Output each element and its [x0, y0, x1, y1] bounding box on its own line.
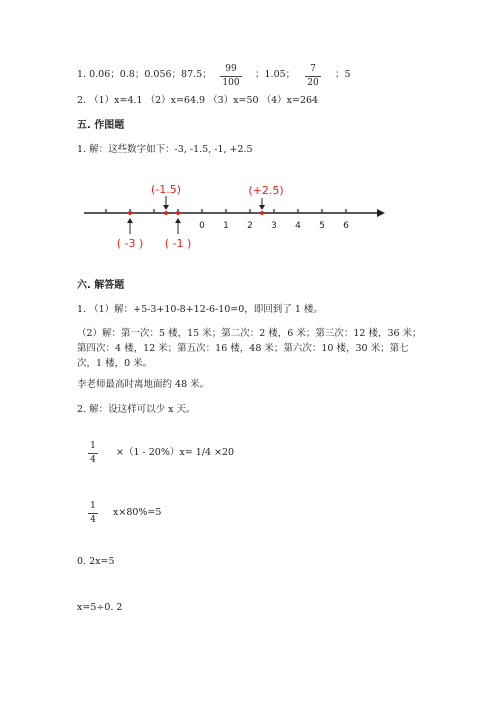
equation-1-text: ×（1 - 20%）x= 1/4 ×20 [116, 447, 235, 458]
equation-2-text: x×80%=5 [113, 507, 162, 518]
tick-label-3: 3 [271, 221, 277, 231]
number-line-arrow [377, 209, 385, 217]
label-neg3: ( -3 ) [116, 237, 144, 250]
fraction-99-100 [220, 65, 242, 88]
label-neg1-5: (-1.5) [150, 183, 182, 196]
arrow-pos2-5 [259, 198, 265, 210]
fraction-denominator: 100 [222, 78, 240, 88]
section-6-title: 六. 解答题 [77, 280, 125, 291]
fraction-denominator: 4 [90, 515, 96, 525]
answer-1-part1: 1. 0.06；0.8；0.056；87.5； [77, 69, 212, 80]
section-6-line-3: 李老师最高时离地面约 48 米。 [77, 379, 210, 390]
fraction-denominator: 20 [307, 78, 319, 88]
answer-1-part3: ；5 [335, 69, 351, 80]
label-pos2-5: (+2.5) [248, 184, 284, 197]
fraction-numerator: 99 [220, 65, 242, 77]
equation-2-fraction [88, 502, 98, 525]
fraction-7-20 [305, 65, 321, 88]
tick-label-0: 0 [199, 221, 205, 231]
fraction-numerator: 1 [88, 502, 98, 514]
section-6-line-4: 2. 解：设这样可以少 x 天。 [77, 404, 196, 415]
fraction-numerator: 7 [305, 65, 321, 77]
tick-label-1: 1 [223, 221, 229, 231]
point-neg3 [128, 211, 132, 215]
equation-3: 0. 2x=5 [77, 556, 115, 567]
arrow-neg3 [127, 218, 133, 234]
answer-line-2: 2. （1）x=4.1 （2）x=64.9 （3）x=50 （4）x=264 [77, 95, 319, 106]
label-neg1: ( -1 ) [164, 237, 192, 250]
equation-4: x=5÷0. 2 [77, 602, 123, 613]
number-line-figure [80, 178, 390, 256]
arrow-neg1-5 [163, 196, 169, 210]
tick-label-4: 4 [295, 221, 301, 231]
section-6-line-1: 1. （1）解：+5-3+10-8+12-6-10=0，即回到了 1 楼。 [77, 304, 323, 315]
section-5-answer: 1. 解：这些数字如下：-3, -1.5, -1, +2.5 [77, 144, 253, 155]
tick-label-6: 6 [343, 221, 349, 231]
answer-line-1 [77, 70, 212, 80]
section-6-paragraph-2: （2）解：第一次：5 楼，15 米；第二次：2 楼，6 米；第三次：12 楼，36 米；第四次：4 楼，12 米；第五次：16 楼，48 米；第六次：10 楼，30 米；第七次，1 楼，0 米。 [77, 328, 422, 369]
section-5-title: 五. 作图题 [77, 120, 125, 131]
fraction-numerator: 1 [88, 442, 98, 454]
point-pos2-5 [260, 211, 264, 215]
point-neg1-5 [164, 211, 168, 215]
equation-1-fraction [88, 442, 98, 465]
fraction-denominator: 4 [90, 455, 96, 465]
point-neg1 [176, 211, 180, 215]
arrow-neg1 [175, 218, 181, 234]
answer-1-part2: ；1.05； [255, 69, 296, 80]
tick-label-2: 2 [247, 221, 253, 231]
tick-label-5: 5 [319, 221, 325, 231]
